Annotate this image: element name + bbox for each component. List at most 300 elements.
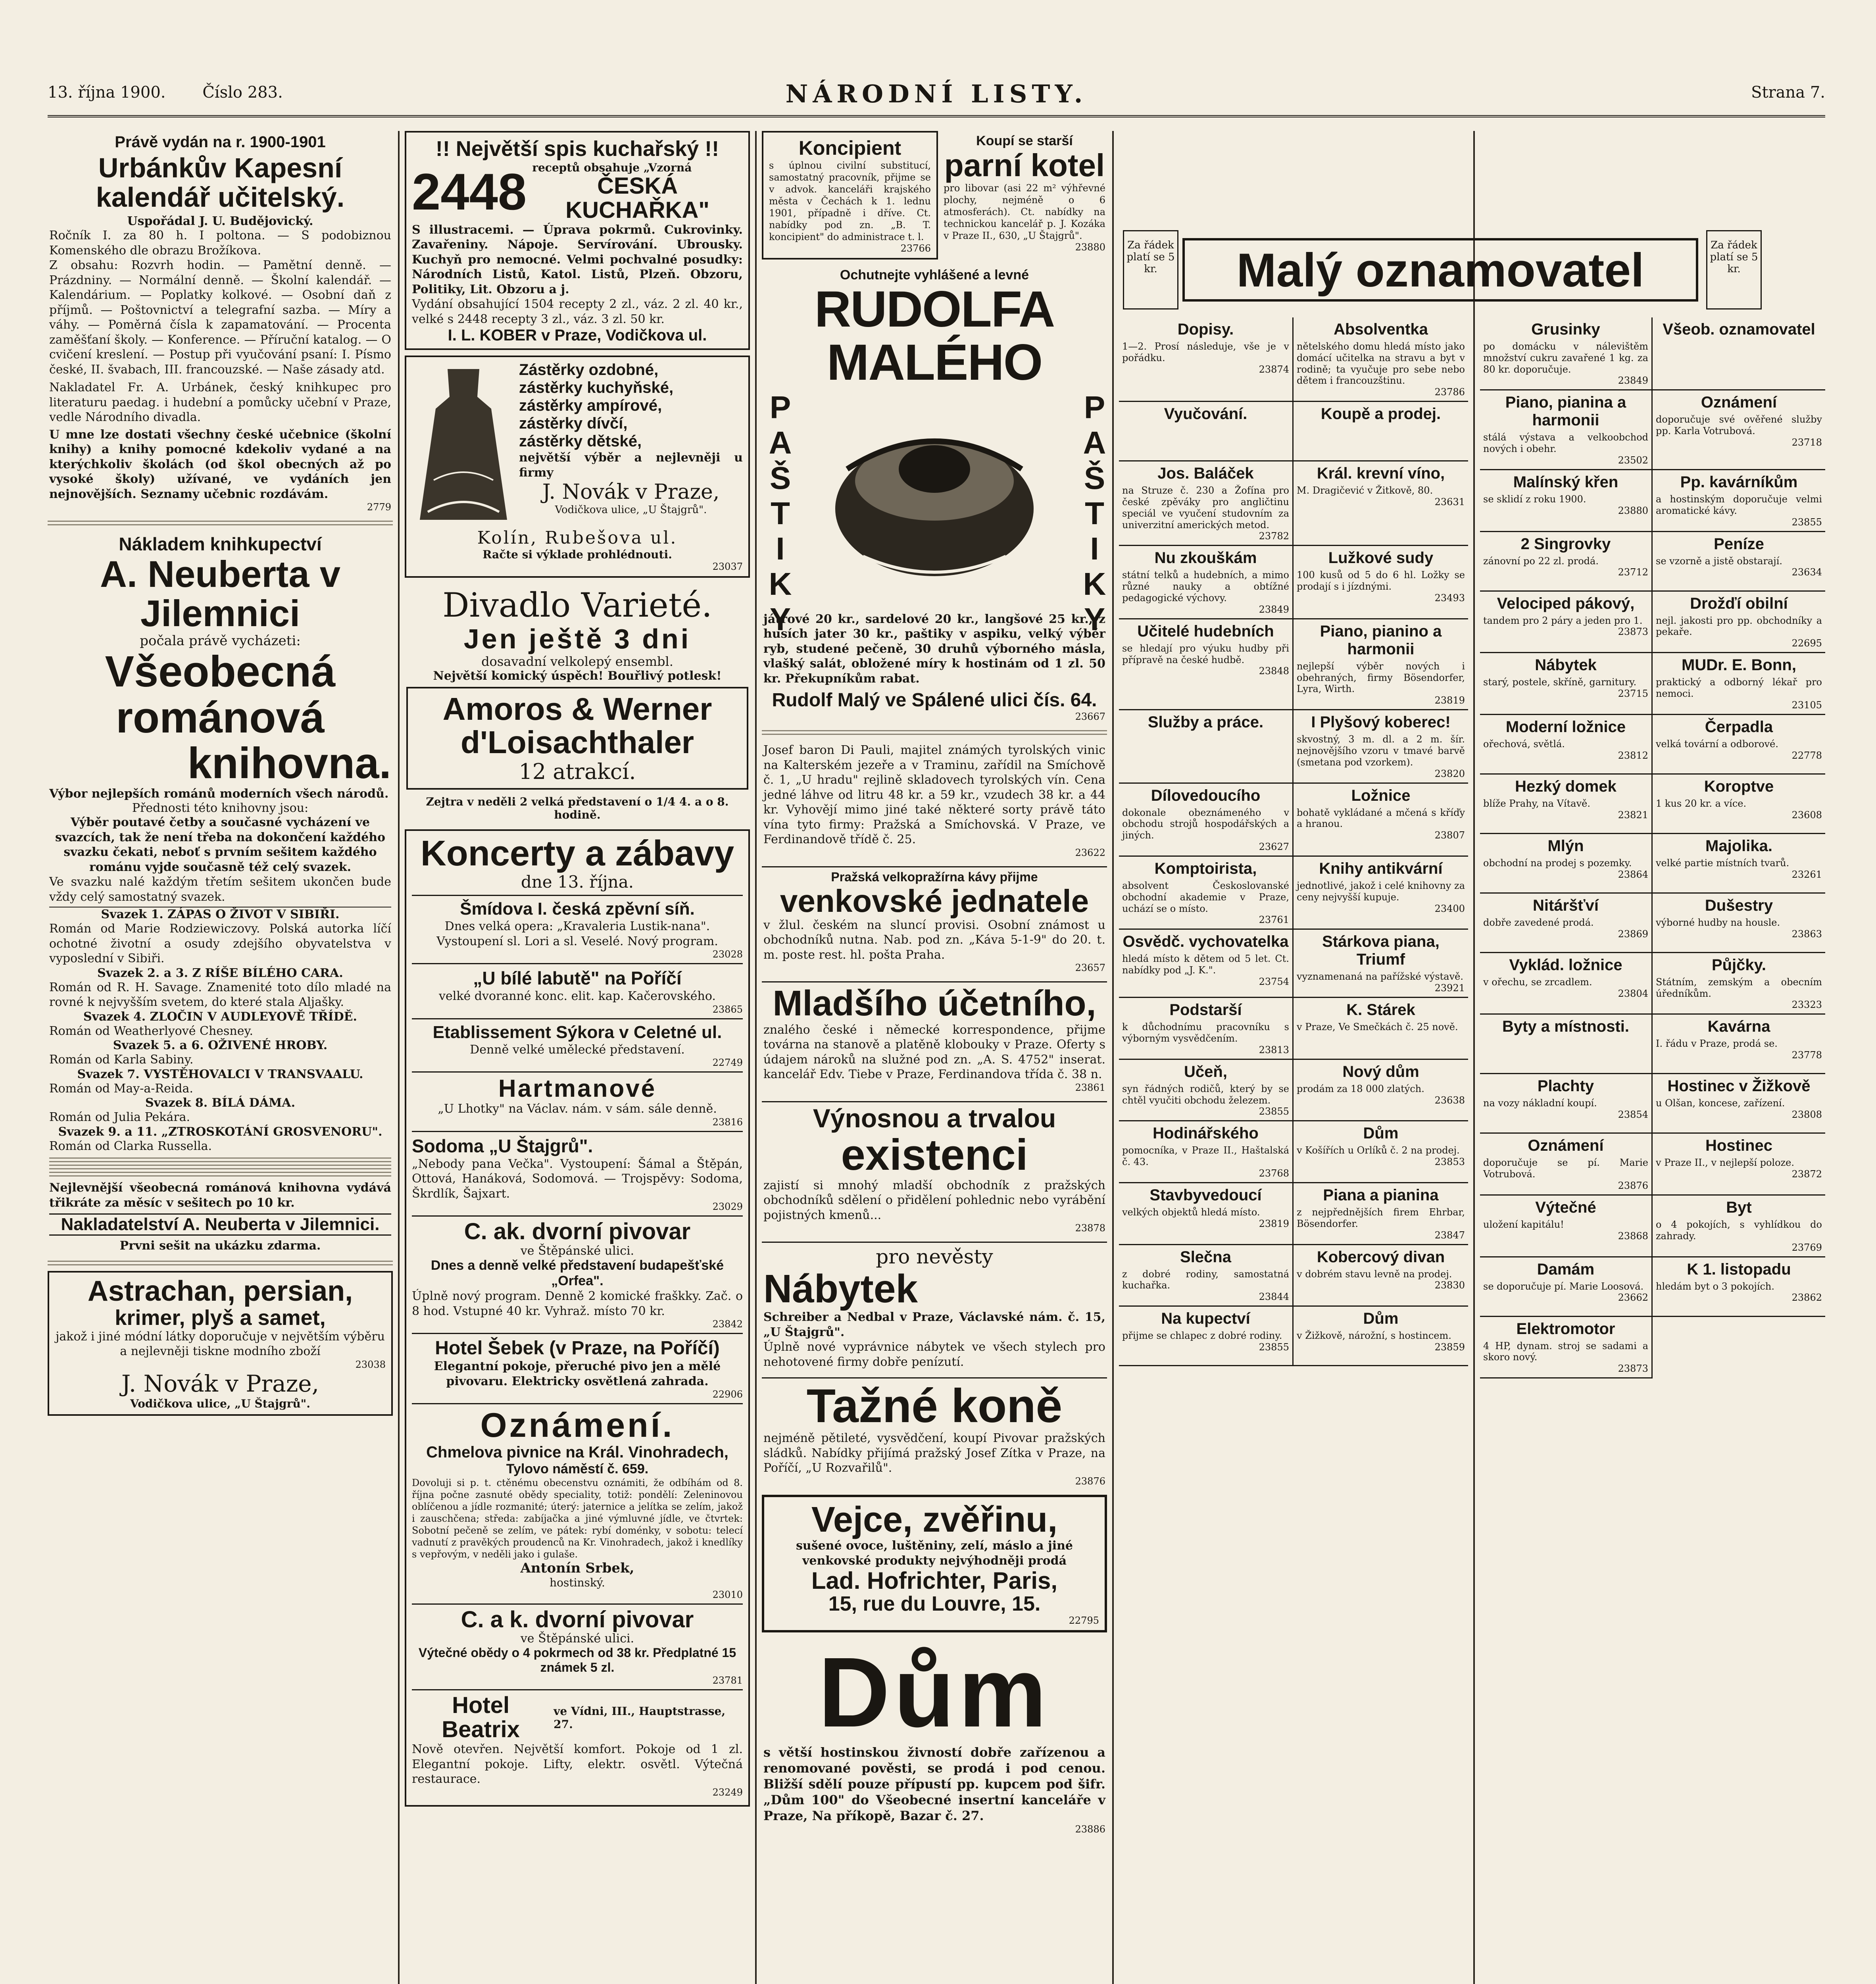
separator — [48, 521, 393, 527]
column-rule — [755, 131, 757, 1984]
classified-item — [1294, 930, 1468, 998]
ad-number: 23869 — [1618, 928, 1648, 940]
ucetni-ad — [762, 981, 1107, 1096]
item-body: blíže Prahy, na Vítavě. — [1483, 798, 1590, 809]
ad-number: 23766 — [900, 243, 931, 254]
zasterky-foot: Račte si výklade prohlédnouti. — [482, 548, 672, 561]
item-title: Stárkova piana, Triumf — [1322, 933, 1440, 969]
ad-number: 23038 — [355, 1359, 386, 1370]
volume-title: Svazek 4. ZLOČIN V AUDLEYOVĚ TŘÍDĚ. — [83, 1009, 357, 1024]
ad-number: 23878 — [1075, 1223, 1105, 1234]
entry-body: Denně velké umělecké představení. — [470, 1042, 685, 1057]
item-title: Komptoirista, — [1154, 859, 1257, 877]
classified-item — [1294, 317, 1468, 402]
entry-sub: ve Štěpánské ulici. — [520, 1244, 634, 1258]
ad-number: 23819 — [1259, 1218, 1289, 1229]
item-body: vyznamenaná na pařížské výstavě. — [1297, 971, 1463, 982]
item-body: tandem pro 2 páry a jeden pro 1. — [1483, 615, 1643, 626]
ad-number: 23761 — [1259, 914, 1289, 926]
knihovna-volume — [49, 1038, 391, 1067]
item-title: Výtečné — [1535, 1198, 1596, 1216]
vejce-body: sušené ovoce, luštěniny, zelí, máslo a jiné venkovské produkty nejvýhodněji prodá — [796, 1539, 1073, 1568]
ad-number: 23718 — [1791, 436, 1822, 448]
item-body: syn řádných rodičů, který by se chtěl vyučiti obchodu železem. — [1122, 1083, 1289, 1106]
classified-item — [1653, 653, 1825, 715]
ad-number: 23808 — [1791, 1109, 1822, 1121]
item-title: Král. krevní víno, — [1317, 465, 1445, 483]
koncert-entry — [412, 964, 743, 1019]
kalendar-title: Urbánkův Kapesní kalendář učitelský. — [96, 152, 345, 213]
item-title: Grusinky — [1531, 321, 1600, 338]
classified-item — [1294, 784, 1468, 857]
classified-item — [1480, 1196, 1653, 1257]
nabytek-pre: pro nevěsty — [876, 1245, 993, 1269]
dum-title: Dům — [818, 1636, 1051, 1748]
page-number: Strana 7. — [1751, 83, 1825, 102]
ad-number: 23859 — [1434, 1341, 1465, 1353]
item-title: Kavárna — [1707, 1018, 1770, 1036]
vynosnou-title: Výnosnou a trvalou — [813, 1103, 1056, 1133]
maly-ad — [762, 265, 1112, 725]
classified-item — [1294, 402, 1468, 461]
classified-item — [1119, 1245, 1294, 1307]
classified-item — [1480, 390, 1653, 470]
koncert-entry — [412, 1605, 743, 1691]
item-title: Piano, pianino a harmonii — [1320, 622, 1442, 658]
volume-body: Román od Clarka Russella. — [49, 1139, 212, 1153]
item-title: Velociped pákový, — [1497, 594, 1635, 612]
kucharka-head: !! Největší spis kuchařský !! — [435, 137, 719, 161]
page-header — [48, 79, 1825, 117]
item-title: Knihy antikvární — [1319, 859, 1443, 877]
item-title: Koroptve — [1704, 777, 1774, 795]
koncerty-date: dne 13. října. — [412, 872, 743, 896]
separator — [762, 730, 1107, 736]
ad-number: 23853 — [1434, 1156, 1465, 1168]
knihovna-note: Ve svazku nalé každým třetím sešitem ukončen bude vždy celý samostatný svazek. — [49, 875, 391, 907]
novak-name: J. Novák v Praze, — [121, 1370, 319, 1397]
item-title: Nábytek — [1535, 656, 1597, 674]
knihovna-volume — [49, 1125, 391, 1154]
item-body: v Praze II., v nejlepší poloze. — [1656, 1157, 1795, 1169]
zasterky-ad — [405, 356, 750, 578]
separator — [48, 1261, 393, 1267]
chmelova-role: hostinský. — [550, 1576, 605, 1589]
classified-item — [1653, 592, 1825, 654]
column-rule — [398, 131, 400, 1984]
classified-item — [1119, 317, 1294, 402]
item-title: Hostinec — [1705, 1137, 1772, 1155]
entry-body: Elegantní pokoje, přeruché pivo jen a mělé pivovaru. Elektricky osvětlená zahrada. — [434, 1359, 721, 1388]
kucharka-price: Vydání obsahující 1504 recepty 2 zl., váz. 2 zl. 40 kr., velké s 2448 recepty 3 zl., váz. 3 zl. 50 kr. — [412, 297, 743, 326]
ad-number: 23873 — [1618, 626, 1648, 638]
ad-number: 23848 — [1259, 665, 1289, 677]
ad-number: 23880 — [1075, 242, 1105, 253]
item-title: Ložnice — [1351, 786, 1411, 804]
pastiky-word: PAŠTIKY — [1077, 389, 1112, 637]
item-body: přijme se chlapec z dobré rodiny. — [1122, 1330, 1282, 1342]
kucharka-title: ČESKÁ KUCHAŘKA" — [565, 173, 709, 223]
hofrichter-addr: 15, rue du Louvre, 15. — [828, 1592, 1041, 1616]
item-body: se sklidí z roku 1900. — [1483, 493, 1586, 505]
item-body: na Struze č. 230 a Žofína pro české zpěváky pro angličtinu speciál ve vyučení studovním za univerzitní amerických metod. — [1122, 485, 1289, 531]
item-title: Stavbyvedoucí — [1149, 1186, 1262, 1204]
classified-item — [1294, 1307, 1468, 1366]
nabytek-note: Úplně nové vyprávnice nábytek ve všech stylech pro nehotovené firmy dobře penízutí. — [763, 1340, 1105, 1369]
existenci-title: existenci — [841, 1130, 1028, 1180]
item-title: Osvědč. vychovatelka — [1123, 933, 1289, 951]
item-body: M. Dragičević v Žitkově, 80. — [1297, 485, 1433, 496]
nabytek-title: Nábytek — [763, 1267, 918, 1311]
kalendar-desc: Ročník I. za 80 h. I poltona. — S podobiznou Komenského dle obrazu Brožíkova. — [49, 229, 391, 258]
knihovna-volume — [49, 966, 391, 1010]
ad-number: 22695 — [1791, 638, 1822, 649]
item-title: Damám — [1537, 1260, 1595, 1278]
classified-item — [1653, 390, 1825, 470]
ad-number: 23807 — [1434, 830, 1465, 841]
ad-number: 23813 — [1259, 1044, 1289, 1055]
classified-item — [1653, 1257, 1825, 1317]
volume-body: Román od May-a-Reida. — [49, 1081, 193, 1096]
ad-number: 23861 — [1075, 1082, 1105, 1093]
ad-number: 23804 — [1618, 988, 1648, 999]
ad-number: 23782 — [1259, 531, 1289, 542]
item-body: doporučuje své ověřené služby pp. Karla Votrubová. — [1656, 414, 1822, 437]
entry-title: C. ak. dvorní pivovar — [464, 1219, 691, 1245]
item-title: Plachty — [1537, 1077, 1594, 1095]
knihovna-prednost: Přednosti této knihovny jsou: — [132, 801, 309, 815]
astrachan-title: Astrachan, persian, — [87, 1275, 353, 1307]
classified-item — [1294, 546, 1468, 619]
ad-number: 23400 — [1434, 903, 1465, 914]
item-body: nětelského domu hledá místo jako domácí učitelka na stravu a byt v rodině; ta vyučuje pro sebe nebo dětem i francouzštinu. — [1297, 341, 1465, 386]
kucharka-publisher: I. L. KOBER v Praze, Vodičkova ul. — [448, 327, 707, 344]
knihovna-volume — [49, 1067, 391, 1096]
koncert-entry — [412, 1690, 743, 1801]
classified-item — [1119, 461, 1294, 546]
knihovna-volume — [49, 1096, 391, 1125]
ad-number: 23249 — [712, 1786, 743, 1798]
knihovna-line-3: knihovna. — [187, 739, 391, 788]
ad-number: 23037 — [712, 561, 743, 573]
kotel-title: parní kotel — [944, 148, 1105, 183]
item-body: Státním, zemským a obecním úředníkům. — [1656, 976, 1822, 999]
classified-item — [1653, 834, 1825, 894]
knihovna-foot: Prvni sešit na ukázku zdarma. — [119, 1239, 321, 1253]
issue-number: Číslo 283. — [202, 83, 283, 102]
item-body: z dobré rodiny, samostatná kuchařka. — [1122, 1268, 1289, 1291]
classified-item — [1653, 1015, 1825, 1074]
classified-item — [1653, 470, 1825, 532]
jednatele-ad — [762, 866, 1107, 976]
ad-number: 23876 — [1075, 1475, 1105, 1487]
ad-number: 23863 — [1791, 928, 1822, 940]
classified-item — [1480, 953, 1653, 1015]
classified-item — [1653, 1134, 1825, 1196]
entry-title: Oznámení. — [480, 1406, 675, 1445]
knihovna-price: Nejlevnější všeobecná románová knihovna vydává třikráte za měsíc v sešitech po 10 kr. — [49, 1181, 391, 1210]
item-body: v Košířích u Orlíků č. 2 na prodej. — [1297, 1145, 1460, 1156]
kotel-ad — [942, 131, 1107, 260]
entry-title: Šmídova I. česká zpěvní síň. — [460, 899, 695, 919]
entry-sub: ve Štěpánské ulici. — [520, 1632, 634, 1646]
item-body: dobře zavedené prodá. — [1483, 917, 1594, 928]
ad-number: 23876 — [1618, 1180, 1648, 1191]
amoros-title: Amoros & Werner — [442, 691, 712, 727]
item-body: obchodní na prodej s pozemky. — [1483, 857, 1632, 869]
item-body: se doporučuje pí. Marie Loosová. — [1483, 1280, 1644, 1292]
apron-illustration — [412, 361, 515, 528]
koncert-entry — [412, 1334, 743, 1404]
classified-item — [1119, 1307, 1294, 1366]
entry-addr: ve Vídni, III., Hauptstrasse, 27. — [554, 1705, 726, 1731]
ad-number: 23886 — [1075, 1824, 1105, 1835]
amoros-foot: Zejtra v neděli 2 velká představení o 1/4 4. a o 8. hodině. — [426, 795, 729, 821]
column-3 — [762, 131, 1112, 1984]
classified-item — [1480, 1015, 1653, 1074]
ad-number: 23812 — [1618, 750, 1648, 761]
knihovna-line-1: Všeobecná — [105, 647, 336, 696]
kucharka-recipe: receptů obsahuje „Vzorná — [532, 161, 692, 174]
classified-item — [1653, 1074, 1825, 1134]
item-title: Půjčky. — [1711, 956, 1766, 974]
item-body: v Žižkově, nárožní, s hostincem. — [1297, 1330, 1451, 1342]
item-body: dokonale obeznámeného v obchodu strojů hospodářských a jiných. — [1122, 807, 1289, 841]
kalendar-publisher: Nakladatel Fr. A. Urbánek, český knihkupec pro literaturu paedag. i hudební a pomůcky učební v Praze, vedle Národního divadla. — [49, 381, 391, 424]
entry-body: Dnes a denně velké představení budapešťské „Orfea". — [431, 1258, 724, 1289]
classified-item — [1653, 775, 1825, 834]
vejce-title: Vejce, zvěřinu, — [811, 1500, 1058, 1540]
item-title: Malínský křen — [1513, 473, 1618, 491]
ad-number: 23010 — [712, 1589, 743, 1600]
item-body: velká tovární a odborové. — [1656, 738, 1778, 750]
item-body: praktický a odborný lékař pro nemoci. — [1656, 677, 1822, 699]
item-title: Nitáršťví — [1533, 896, 1599, 914]
koncipient-title: Koncipient — [798, 137, 901, 159]
item-body: 100 kusů od 5 do 6 hl. Ložky se prodají s i jízdnými. — [1297, 569, 1465, 592]
knihovna-volume — [49, 1010, 391, 1039]
variete-title: Divadlo Varieté. — [442, 586, 712, 625]
item-title: Elektromotor — [1516, 1320, 1615, 1338]
entry-body: „Nebody pana Večka". Vystoupení: Šámal a Štěpán, Ottová, Hanáková, Sodomová. — Trojspěvy: Sodoma, Škrdlík, Šajxart. — [412, 1157, 743, 1201]
zasterky-branch: Kolín, Rubešova ul. — [477, 528, 678, 548]
entry-program: Úplně nový program. Denně 2 komické fraškky. Zač. o 8 hod. Vstupné 40 kr. Vyhraž. místo 70 kr. — [412, 1289, 743, 1318]
zasterky-item: zástěrky kuchyňské, — [519, 379, 674, 397]
price-note-right: Za řádek platí se 5 kr. — [1706, 230, 1762, 310]
kalendar-ad — [48, 131, 393, 515]
volume-title: Svazek 5. a 6. OŽIVENÉ HROBY. — [113, 1038, 328, 1053]
variete-note: Největší komický úspěch! Bouřlivý potlesk! — [433, 669, 722, 683]
ad-number: 23493 — [1434, 592, 1465, 604]
newspaper-title: NÁRODNÍ LISTY. — [785, 79, 1088, 108]
existenci-ad — [762, 1101, 1107, 1236]
knihovna-ad — [48, 531, 393, 1255]
classified-item — [1480, 470, 1653, 532]
classified-item — [1119, 857, 1294, 930]
variete-days: Jen ještě 3 dni — [463, 623, 691, 655]
neubert-start: počala právě vycházeti: — [140, 633, 301, 649]
hofrichter-firm: Lad. Hofrichter, Paris, — [811, 1567, 1058, 1594]
item-body: absolvent Českoslovanské obchodní akademie v Praze, uchází se o místo. — [1122, 880, 1289, 914]
classified-item — [1294, 1121, 1468, 1183]
classified-item — [1480, 1257, 1653, 1317]
maly-products: játrové 20 kr., sardelové 20 kr., langšové 25 kr., z husích jater 30 kr., paštiky v aspiku, velký výběr ryb, studené pečeně, 30 druhů výborného másla, vlašký salát, obložené míry k hostinám od 1 zl. 50 kr. Překupníkům rabat. — [763, 612, 1105, 686]
ad-number: 23261 — [1791, 869, 1822, 880]
classified-item — [1653, 317, 1825, 390]
classified-item — [1480, 715, 1653, 775]
ad-number: 23847 — [1434, 1229, 1465, 1241]
kalendar-notice: U mne lze dostati všechny české učebnice (školní knihy) a knihy pomocné kdekoliv vydané a na kterýchkoliv školách (od škol obecných až po vysoké školy) užívané, ve vydáních jen nejnovějších. Seznamy učebnic rozdávám. — [49, 427, 391, 501]
price-note-left: Za řádek platí se 5 kr. — [1123, 230, 1178, 310]
classified-item — [1119, 1060, 1294, 1122]
ad-number: 23323 — [1791, 999, 1822, 1011]
classified-grid — [1480, 317, 1825, 1378]
ad-number: 23864 — [1618, 869, 1648, 880]
item-title: Hezký domek — [1515, 777, 1617, 795]
volume-body: Román od Julia Pekára. — [49, 1110, 190, 1125]
ad-number: 23862 — [1791, 1292, 1822, 1303]
classified-item — [1294, 619, 1468, 710]
variete-ad — [405, 583, 750, 824]
item-title: Nový dům — [1342, 1063, 1419, 1080]
item-title: Čerpadla — [1705, 718, 1773, 736]
vejce-ad — [762, 1495, 1107, 1632]
item-title: Dopisy. — [1177, 321, 1234, 338]
knihovna-line-2: románová — [116, 693, 325, 742]
ad-number: 23921 — [1434, 982, 1465, 994]
item-title: Peníze — [1714, 535, 1764, 553]
item-title: Piana a pianina — [1323, 1186, 1439, 1204]
item-body: se vzorně a jistě obstarají. — [1656, 555, 1783, 567]
item-title: Koupě a prodej. — [1321, 405, 1441, 423]
ad-number: 23872 — [1791, 1169, 1822, 1180]
jednatele-body: v žlul. českém na sluncí provisi. Osobní známost u obchodníků nutna. Nab. pod zn. „Káva 5-1-9" do 20. t. m. poste rest. hl. pošta Praha. — [763, 918, 1105, 962]
koncerty-title: Koncerty a zábavy — [420, 833, 734, 873]
item-body: v dobrém stavu levně na prodej. — [1297, 1268, 1452, 1280]
item-title: Vyučování. — [1164, 405, 1247, 423]
item-body: skvostný, 3 m. dl. a 2 m. šír. nejnovějšího vzoru v tmavé barvě (smetana pod vzorkem). — [1297, 734, 1465, 768]
chmelova-body: Dovoluji si p. t. ctěnému obecenstvu oznámiti, že odbíhám od 8. října počne zasnuté obědy speciality, totiž: pondělí: Zeleninovou oblíčenou a jídle rozmanité; úterý: jaternice a jelítka se zelím, jakož i zauschčena; středa: zabíjačka a jiné výmluvné jídle, ve čtvrtek: Sobotní pečeně se zelím, ve pátek: rybí doménky, v sobotu: telecí vadnutí z pravěkých proudenců na Kr. Vinohradech, jakož i knedlíky s vepřovým, v neděli jako i gulaše. — [412, 1477, 743, 1560]
pastiky-word: PAŠTIKY — [763, 389, 798, 637]
koncipient-body: s úplnou civilní substitucí, samostatný pracovník, přijme se v advok. kanceláři krajského města v Čechách k 1. lednu 1901, případně i dříve. Ct. nabídky pod zn. „B. T. koncipient" do administrace t. l. — [769, 160, 931, 242]
issue-date: 13. října 1900. — [48, 83, 166, 102]
ad-number: 23715 — [1618, 688, 1648, 699]
item-body: a hostinským doporučuje velmi aromatické kávy. — [1656, 493, 1822, 516]
kotel-body: pro libovar (asi 22 m² výhřevné plochy, nejméně o 6 atmosferách). Ct. nabídky na technickou kancelář p. J. Kozáka v Praze II., 630, „U Štajgrů". — [944, 183, 1105, 241]
column-2 — [405, 131, 750, 1984]
ad-number: 23855 — [1791, 516, 1822, 528]
ad-number: 23769 — [1791, 1242, 1822, 1253]
classified-item — [1480, 1074, 1653, 1134]
ad-number: 23874 — [1259, 363, 1289, 375]
nabytek-ad — [762, 1242, 1107, 1372]
kucharka-desc: S illustracemi. — Úprava pokrmů. Cukrovinky. Zavařeniny. Nápoje. Servírování. Ubrousky. Kuchyň pro nemocné. Velmi pochvalné posudky: Národních Listů, Katol. Listů, Plzeň. Obzoru, Politiky, Lit. Obzoru a j. — [412, 223, 743, 296]
classified-item — [1480, 1134, 1653, 1196]
item-body: v ořechu, se zrcadlem. — [1483, 976, 1592, 988]
nabytek-firm: Schreiber a Nedbal v Praze, Václavské nám. č. 15, „U Štajgrů". — [763, 1310, 1105, 1339]
ad-number: 23868 — [1618, 1230, 1648, 1242]
volume-title: Svazek 8. BÍLÁ DÁMA. — [145, 1096, 296, 1110]
ad-number: 23854 — [1618, 1109, 1648, 1121]
item-title: Vyklád. ložnice — [1509, 956, 1622, 974]
classified-item — [1653, 532, 1825, 592]
column-rule — [1473, 131, 1475, 1984]
column-rule — [1112, 131, 1114, 1984]
starsi-title: Koupí se starší — [976, 133, 1073, 148]
knihovna-dealer: Nakladatelství A. Neuberta v Jilemnici. — [49, 1213, 391, 1236]
kucharka-count: 2448 — [412, 163, 527, 221]
item-title: Oznámení — [1701, 394, 1777, 411]
ad-number: 23631 — [1434, 496, 1465, 508]
item-body: velké partie místních tvarů. — [1656, 857, 1790, 869]
item-title: Služby a práce. — [1148, 713, 1264, 731]
ad-number: 23622 — [1075, 847, 1105, 858]
classified-item — [1119, 998, 1294, 1060]
classified-item — [1294, 857, 1468, 930]
item-title: Majolika. — [1705, 837, 1772, 855]
item-title: Byty a místnosti. — [1502, 1018, 1630, 1036]
astrachan-ad — [48, 1271, 393, 1415]
classified-item — [1480, 1317, 1653, 1379]
ad-number: 23865 — [712, 1004, 743, 1015]
item-title: Hostinec v Žižkově — [1667, 1077, 1811, 1095]
item-title: Dům — [1363, 1125, 1399, 1142]
item-title: Pp. kavárníkům — [1680, 473, 1798, 491]
amoros-count: 12 atrakcí. — [519, 759, 636, 784]
variete-sub: dosavadní velkolepý ensembl. — [481, 654, 673, 669]
ad-number: 23028 — [712, 949, 743, 960]
koncert-entry — [412, 1404, 743, 1604]
volume-body: Román od Weatherlyové Chesney. — [49, 1024, 253, 1038]
classified-item — [1480, 894, 1653, 953]
column-4 — [1119, 317, 1468, 1984]
jednatele-title: venkovské jednatele — [780, 883, 1089, 919]
entry-title: Sodoma „U Štajgrů". — [412, 1135, 593, 1156]
classified-item — [1480, 317, 1653, 390]
neubert-name: A. Neuberta v Jilemnici — [100, 553, 340, 634]
zasterky-item: Zástěrky ozdobné, — [519, 361, 659, 379]
kalendar-intro: Právě vydán na r. 1900-1901 — [115, 133, 326, 151]
item-body: hledám byt o 3 pokojích. — [1656, 1280, 1775, 1292]
maly-oznamovatel-title: Malý oznamovatel — [1182, 238, 1698, 302]
item-title: Učitelé hudebních — [1137, 622, 1274, 640]
classified-item — [1119, 1183, 1294, 1245]
item-title: Hodinářského — [1153, 1125, 1259, 1142]
item-body: v Praze, Ve Smečkách č. 25 nově. — [1297, 1021, 1458, 1033]
ucetni-title: Mladšího účetního, — [773, 984, 1096, 1024]
item-body: velkých objektů hledá místo. — [1122, 1206, 1260, 1218]
ad-number: 22795 — [1069, 1615, 1099, 1626]
zasterky-firm: J. Novák v Praze, — [542, 480, 720, 504]
classified-item — [1480, 775, 1653, 834]
ad-number: 23786 — [1434, 386, 1465, 398]
maly-head: Ochutnejte vyhlášené a levné — [840, 267, 1029, 283]
item-title: Absolventka — [1334, 321, 1428, 338]
item-body: nejlepší výběr nových i obehraných, firmy Bösendorfer, Lyra, Wirth. — [1297, 660, 1465, 695]
item-title: Kobercový divan — [1317, 1248, 1445, 1266]
item-body: k důchodnímu pracovníku s výborným vysvědčením. — [1122, 1021, 1289, 1044]
ad-number: 23657 — [1075, 962, 1105, 974]
ad-number: 23029 — [712, 1201, 743, 1213]
item-title: I Plyšový koberec! — [1311, 713, 1451, 731]
zasterky-item: zástěrky dívčí, — [519, 415, 628, 433]
kalendar-editor: Uspořádal J. U. Budějovický. — [127, 214, 313, 228]
item-body: 4 HP, dynam. stroj se sadami a skoro nový. — [1483, 1340, 1648, 1363]
ad-number: 23105 — [1791, 699, 1822, 711]
volume-title: Svazek 9. a 11. „ZTROSKOTÁNÍ GROSVENORU". — [58, 1125, 383, 1139]
classified-item — [1653, 894, 1825, 953]
item-title: Dům — [1363, 1310, 1399, 1328]
